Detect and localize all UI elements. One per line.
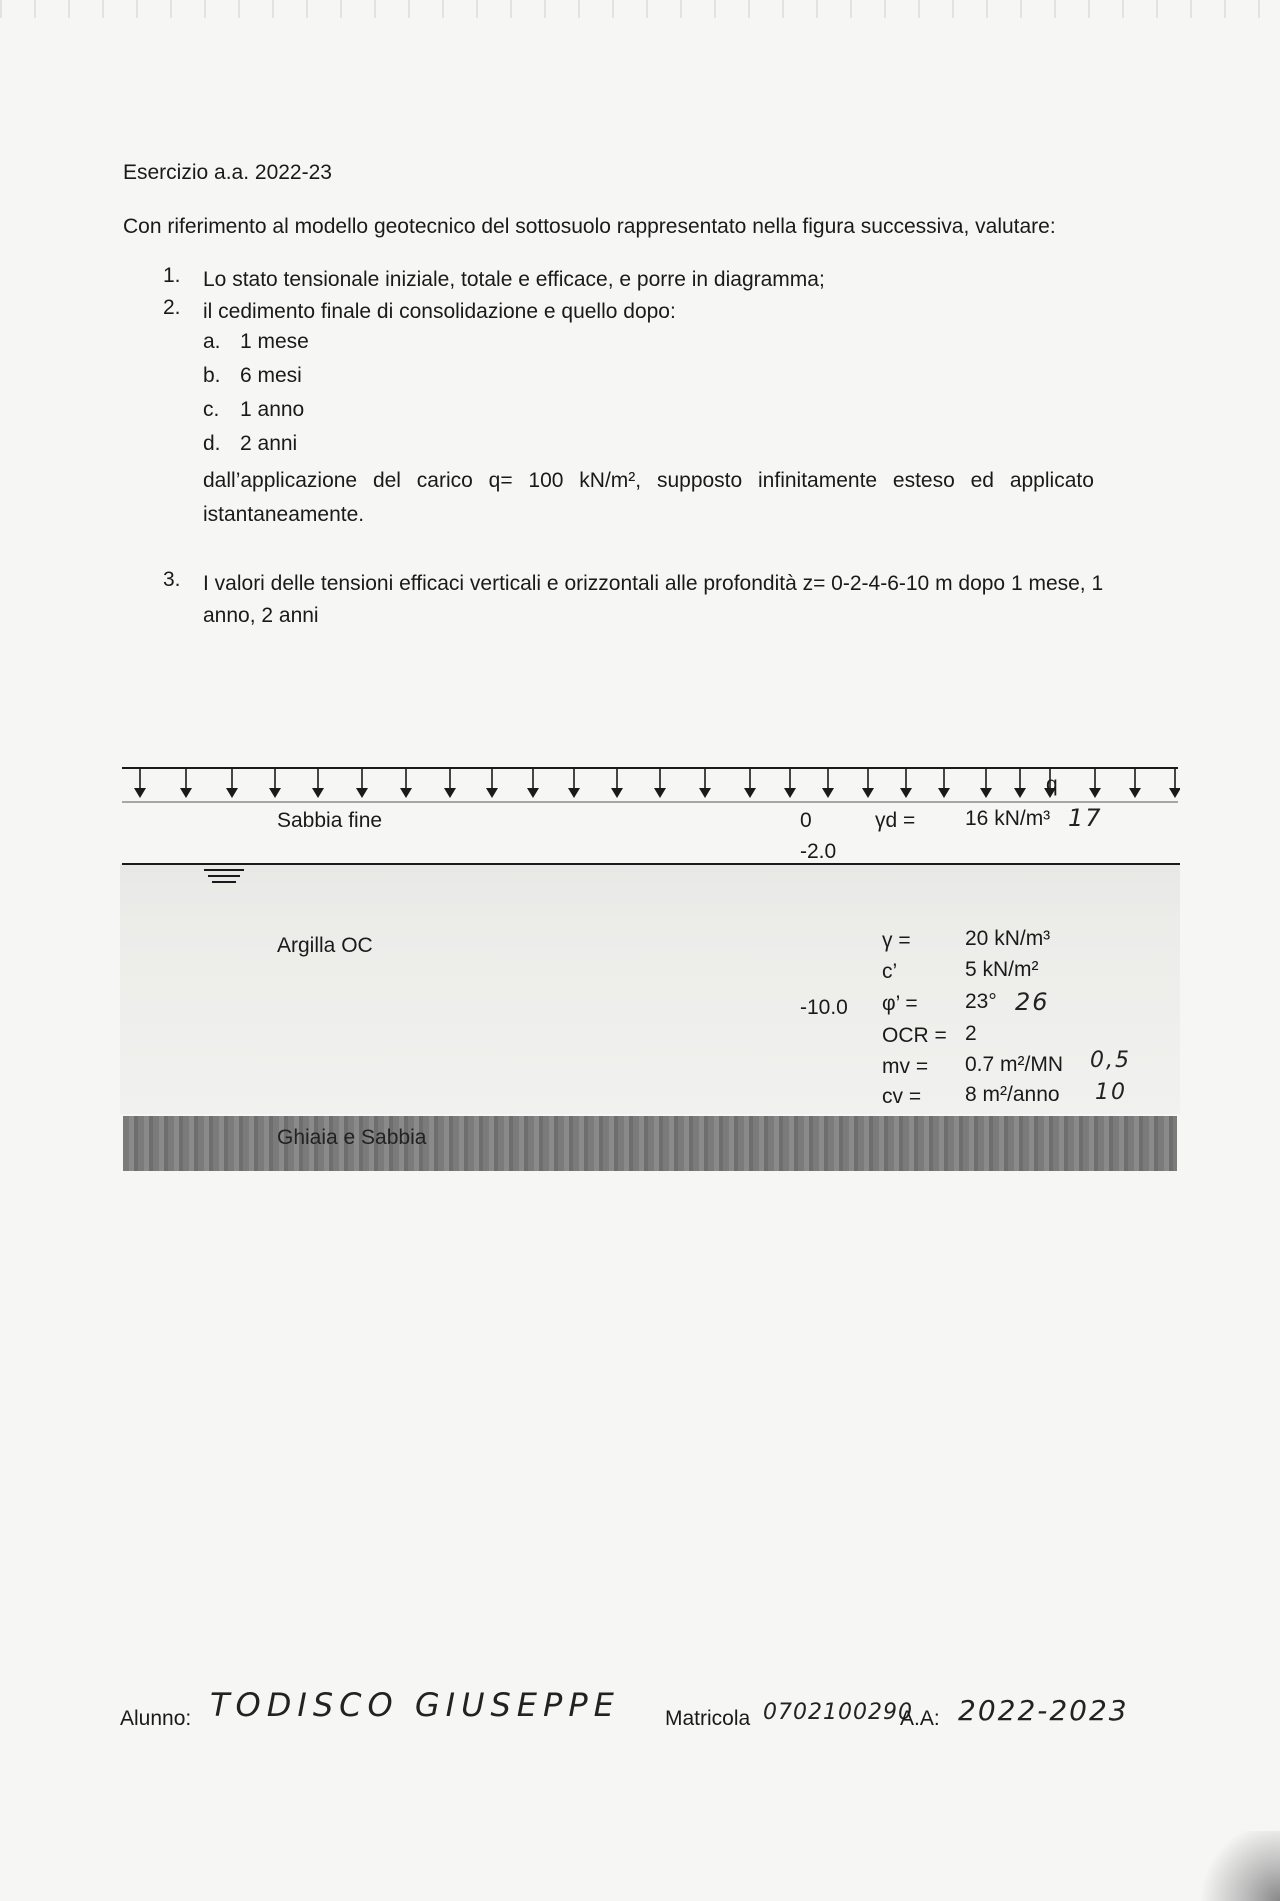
load-arrow [611, 768, 623, 798]
load-arrow [568, 768, 580, 798]
sand-layer-label: Sabbia fine [277, 809, 383, 832]
task-2-number: 2. [163, 296, 181, 319]
load-arrow [269, 768, 281, 798]
subtask-b-text: 6 mesi [240, 364, 302, 387]
clay-cohesion-symbol: c’ [882, 960, 898, 983]
depth-top: 0 [800, 809, 812, 832]
load-arrow [744, 768, 756, 798]
depth-clay-bottom: -10.0 [800, 996, 848, 1019]
academic-year-label: A.A: [900, 1707, 940, 1730]
clay-gamma-value: 20 kN/m³ [965, 927, 1051, 950]
load-description: dall’applicazione del carico q= 100 kN/m², supposto infinitamente esteso ed applicato [203, 469, 1094, 492]
matricola-handwritten: 0702100290 [763, 1700, 913, 1725]
student-label: Alunno: [120, 1707, 192, 1730]
clay-gamma-symbol: γ = [882, 929, 911, 952]
task-3-text: I valori delle tensioni efficaci verticali e orizzontali alle profondità z= 0-2-4-6-10 m dopo 1 mese, 1 [203, 572, 1104, 595]
clay-cv-handwritten: 10 [1095, 1080, 1127, 1105]
load-arrow [356, 768, 368, 798]
subtask-c-text: 1 anno [240, 398, 305, 421]
load-arrow [654, 768, 666, 798]
clay-phi-symbol: φ’ = [882, 992, 918, 1015]
load-arrow [938, 768, 950, 798]
clay-phi-handwritten: 26 [1015, 988, 1050, 1016]
load-arrow [180, 768, 192, 798]
load-arrow [527, 768, 539, 798]
load-arrow [1129, 768, 1141, 798]
clay-mv-handwritten: 0,5 [1090, 1048, 1131, 1073]
subtask-b-letter: b. [203, 364, 221, 387]
load-arrow [699, 768, 711, 798]
load-arrow [1169, 768, 1180, 798]
load-arrow [400, 768, 412, 798]
load-arrow [486, 768, 498, 798]
scan-corner-shadow [1190, 1831, 1280, 1901]
clay-mv-value: 0.7 m²/MN [965, 1053, 1064, 1076]
clay-cohesion-value: 5 kN/m² [965, 958, 1039, 981]
load-arrows [134, 768, 1180, 798]
clay-layer-label: Argilla OC [277, 934, 373, 957]
exercise-title: Esercizio a.a. 2022-23 [123, 161, 332, 184]
clay-cv-value: 8 m²/anno [965, 1083, 1060, 1106]
clay-cv-symbol: cv = [882, 1085, 922, 1108]
load-arrow [784, 768, 796, 798]
exercise-intro: Con riferimento al modello geotecnico del sottosuolo rappresentato nella figura successiva, valutare: [123, 215, 1056, 238]
load-arrow [980, 768, 992, 798]
clay-ocr-value: 2 [965, 1022, 977, 1045]
clay-ocr-symbol: OCR = [882, 1024, 947, 1047]
load-arrow [1014, 768, 1026, 798]
load-arrow [444, 768, 456, 798]
load-arrow [822, 768, 834, 798]
load-arrow [134, 768, 146, 798]
academic-year-handwritten: 2022-2023 [958, 1694, 1129, 1727]
load-arrow [226, 768, 238, 798]
water-table-symbol [204, 870, 244, 882]
subtask-d-text: 2 anni [240, 432, 298, 455]
gravel-layer-label: Ghiaia e Sabbia [277, 1126, 427, 1149]
load-q-label: q [1046, 773, 1058, 796]
soil-profile-figure [120, 764, 1180, 1184]
depth-water-table: -2.0 [800, 840, 837, 863]
scan-top-edge [0, 0, 1280, 18]
load-arrow [900, 768, 912, 798]
sand-gamma-d-value: 16 kN/m³ [965, 807, 1051, 830]
sand-gamma-d-handwritten: 17 [1068, 804, 1103, 832]
matricola-label: Matricola [665, 1707, 751, 1730]
load-description-cont: istantaneamente. [203, 503, 365, 526]
subtask-c-letter: c. [203, 398, 220, 421]
task-1-text: Lo stato tensionale iniziale, totale e efficace, e porre in diagramma; [203, 268, 825, 291]
clay-phi-value: 23° [965, 990, 997, 1013]
task-3-number: 3. [163, 568, 181, 591]
load-arrow [312, 768, 324, 798]
task-1-number: 1. [163, 264, 181, 287]
task-3-text-cont: anno, 2 anni [203, 604, 319, 627]
student-name-handwritten: TODISCO GIUSEPPE [210, 1686, 620, 1724]
subtask-a-letter: a. [203, 330, 221, 353]
task-2-text: il cedimento finale di consolidazione e quello dopo: [203, 300, 676, 323]
subtask-a-text: 1 mese [240, 330, 309, 353]
load-arrow [1089, 768, 1101, 798]
clay-mv-symbol: mv = [882, 1055, 929, 1078]
load-arrow [862, 768, 874, 798]
sand-gamma-d-symbol: γd = [875, 809, 916, 832]
subtask-d-letter: d. [203, 432, 221, 455]
